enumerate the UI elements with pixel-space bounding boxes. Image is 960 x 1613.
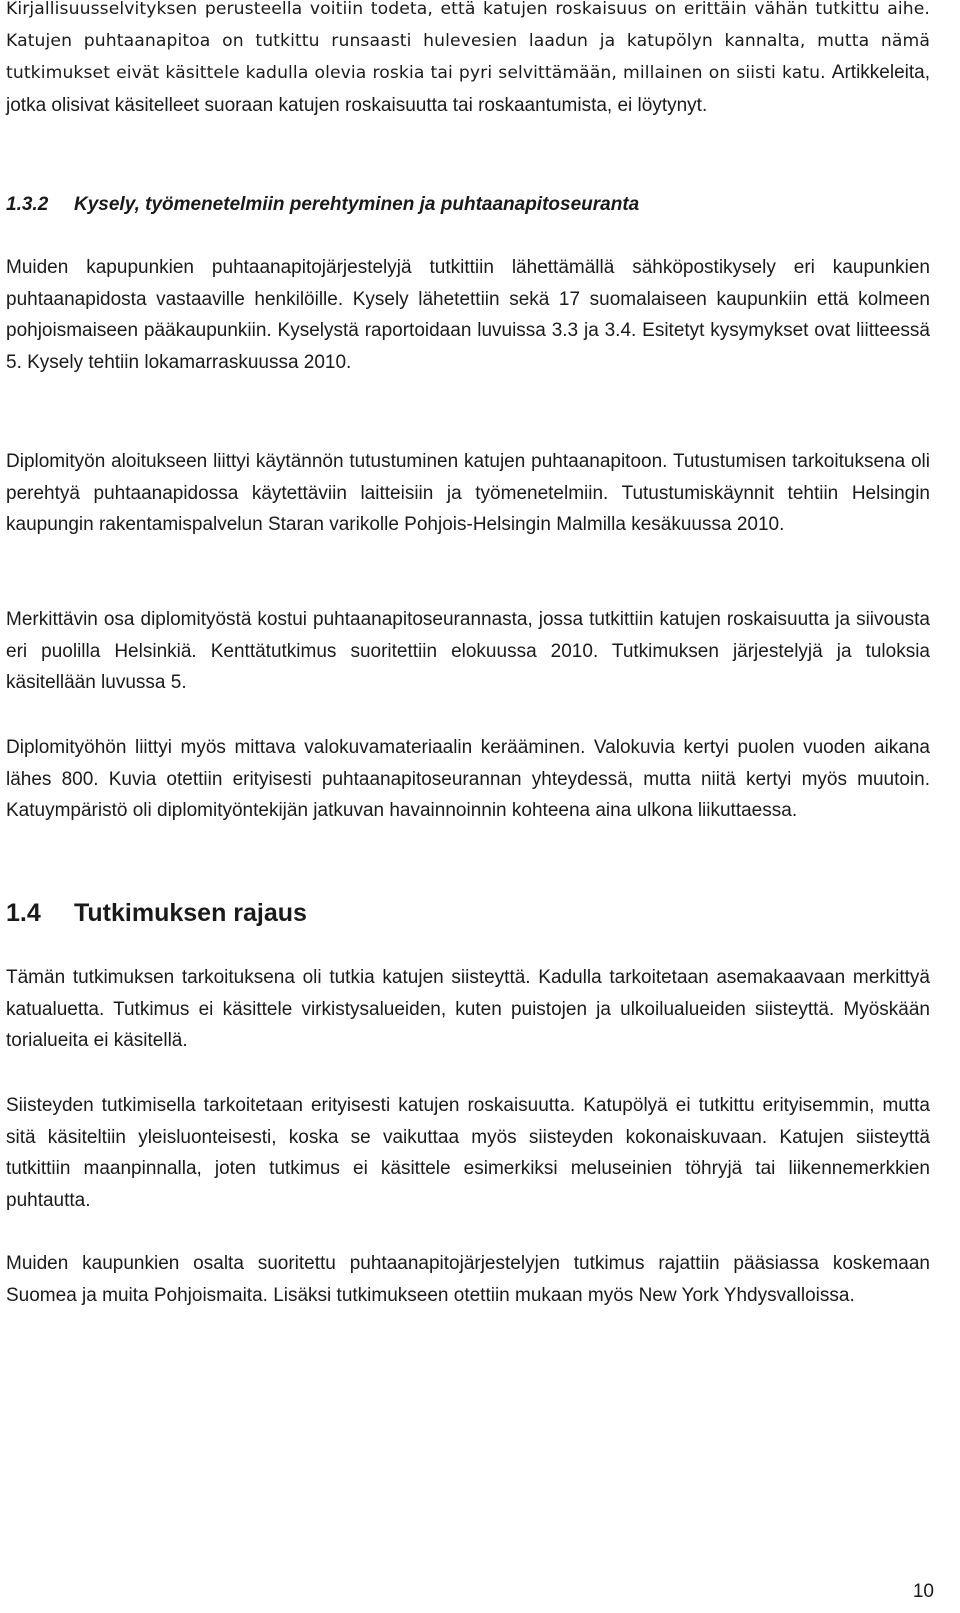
section-heading-1-4 bbox=[6, 896, 930, 930]
section-title: Tutkimuksen rajaus bbox=[74, 899, 307, 927]
paragraph: Tämän tutkimuksen tarkoituksena oli tutkia katujen siisteyttä. Kadulla tarkoitetaan asemakaavaan merkittyä katualuetta. Tutkimus ei käsittele virkistysalueiden, kuten puistojen ja ulkoilualueiden siisteyttä. Myöskään torialueita ei käsitellä. bbox=[6, 967, 930, 1051]
section-number: 1.3.2 bbox=[6, 194, 49, 215]
paragraph: Siisteyden tutkimisella tarkoitetaan erityisesti katujen roskaisuutta. Katupölyä ei tutkittu erityisemmin, mutta sitä käsiteltiin yleisluonteisesti, koska se vaikuttaa myös siisteyden kokonaiskuvaan. Katujen siisteyttä tutkittiin maanpinnalla, joten tutkimus ei käsittele esimerkiksi meluseinien töhryjä tai liikennemerkkien puhtautta. bbox=[6, 1095, 930, 1211]
paragraph: Muiden kapupunkien puhtaanapitojärjestelyjä tutkittiin lähettämällä sähköpostikysely eri kaupunkien puhtaanapidosta vastaaville henkilöille. Kysely lähetettiin sekä 17 suomalaiseen kaupunkiin että kolmeen pohjoismaiseen pääkaupunkiin. Kyselystä raportoidaan luvuissa 3.3 ja 3.4. Esitetyt kysymykset ovat liitteessä 5. Kysely tehtiin lokamarraskuussa 2010. bbox=[6, 257, 930, 373]
paragraph: Muiden kaupunkien osalta suoritettu puhtaanapitojärjestelyjen tutkimus rajattiin pääsiassa koskemaan Suomea ja muita Pohjoismaita. Lisäksi tutkimukseen otettiin mukaan myös New York Yhdysvalloissa. bbox=[6, 1253, 930, 1306]
paragraph: Diplomityön aloitukseen liittyi käytännön tutustuminen katujen puhtaanapitoon. Tutustumisen tarkoituksena oli perehtyä puhtaanapidossa käytettäviin laitteisiin ja työmenetelmiin. Tutustumiskäynnit tehtiin Helsingin kaupungin rakentamispalvelun Staran varikolle Pohjois-Helsingin Malmilla kesäkuussa 2010. bbox=[6, 451, 930, 535]
section-title: Kysely, työmenetelmiin perehtyminen ja puhtaanapitoseuranta bbox=[74, 194, 640, 215]
paragraph: Diplomityöhön liittyi myös mittava valokuvamateriaalin kerääminen. Valokuvia kertyi puolen vuoden aikana lähes 800. Kuvia otettiin erityisesti puhtaanapitoseurannan yhteydessä, mutta niitä kertyi myös muutoin. Katuympäristö oli diplomityöntekijän jatkuvan havainnoinnin kohteena aina ulkona liikuttaessa. bbox=[6, 737, 930, 821]
section-number: 1.4 bbox=[6, 899, 41, 927]
intro-text-a: Kirjallisuusselvityksen perusteella voitiin todeta, että katujen roskaisuus on erittäin vähän tutkittu aihe. Katujen puhtaanapitoa on tutkittu runsaasti hulevesien laadun ja katupölyn kannalta, mutta nämä tutkimukset eivät käsittele kadulla olevia roskia tai pyri selvittämään, millainen on siisti katu. bbox=[6, 0, 930, 83]
page-number: 10 bbox=[912, 1581, 934, 1602]
intro-text-b: Artikkeleita, jotka olisivat käsitelleet suoraan katujen roskaisuutta tai roskaantumista, ei löytynyt. bbox=[6, 62, 930, 116]
paragraph: Merkittävin osa diplomityöstä kostui puhtaanapitoseurannasta, jossa tutkittiin katujen roskaisuutta ja siivousta eri puolilla Helsinkiä. Kenttätutkimus suoritettiin elokuussa 2010. Tutkimuksen järjestelyjä ja tuloksia käsitellään luvussa 5. bbox=[6, 609, 930, 693]
section-heading-1-3-2 bbox=[6, 190, 930, 220]
intro-paragraph bbox=[6, 0, 930, 122]
